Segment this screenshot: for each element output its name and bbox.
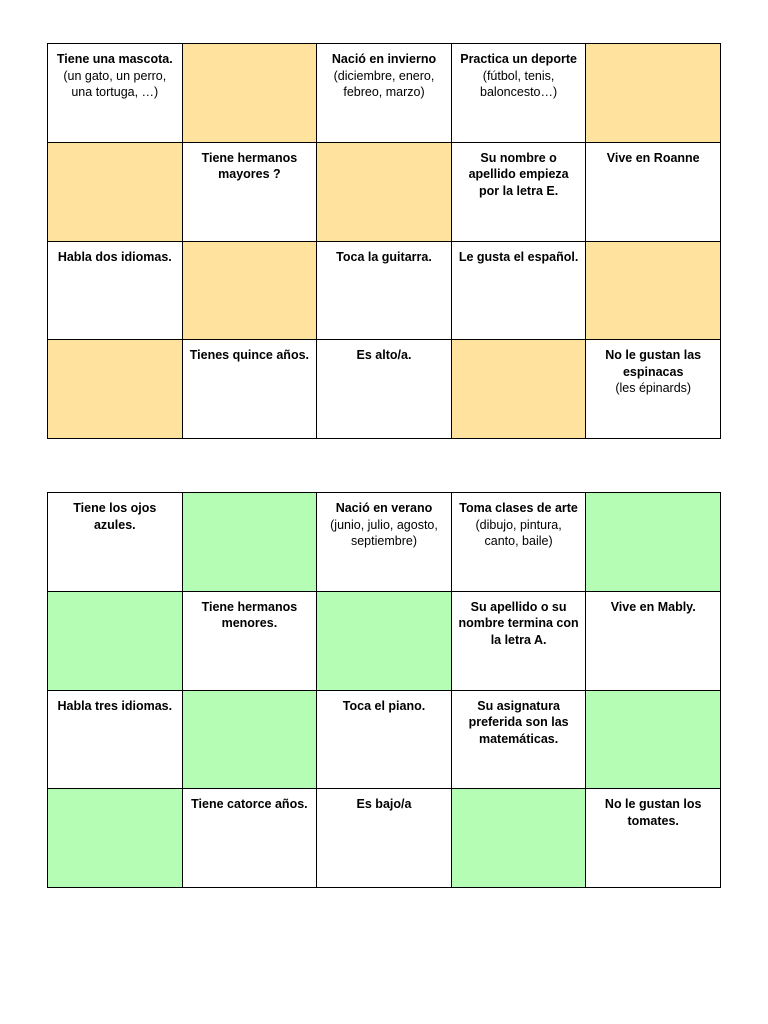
filled-cell <box>183 242 318 341</box>
bingo-cell <box>317 242 452 341</box>
cell-prompt: No le gustan las espinacas <box>605 348 702 379</box>
cell-prompt: Toca la guitarra. <box>336 249 432 264</box>
filled-cell <box>48 789 183 888</box>
bingo-cell <box>183 340 318 439</box>
filled-cell <box>586 44 721 143</box>
filled-cell <box>317 592 452 691</box>
bingo-cell <box>48 242 183 341</box>
bingo-cell <box>48 691 183 790</box>
bingo-cell <box>452 242 587 341</box>
bingo-cell <box>452 143 587 242</box>
filled-cell <box>48 340 183 439</box>
cell-prompt: Toca el piano. <box>342 698 426 713</box>
cell-prompt: Practica un deporte <box>460 52 577 66</box>
cell-prompt: Tienes quince años. <box>189 348 310 363</box>
bingo-cell <box>317 340 452 439</box>
bingo-cell <box>452 44 587 143</box>
cell-prompt: No le gustan los tomates. <box>604 797 702 828</box>
cell-prompt: Nació en verano <box>335 501 433 515</box>
bingo-cell <box>452 493 587 592</box>
filled-cell <box>586 242 721 341</box>
bingo-cell <box>48 493 183 592</box>
cell-examples: (dibujo, pintura, canto, baile) <box>475 517 562 548</box>
filled-cell <box>586 691 721 790</box>
bingo-cell <box>183 592 318 691</box>
filled-cell <box>48 592 183 691</box>
filled-cell <box>183 493 318 592</box>
cell-prompt: Toma clases de arte <box>459 501 578 515</box>
filled-cell <box>452 340 587 439</box>
cell-prompt: Es bajo/a <box>356 797 412 812</box>
cell-prompt: Vive en Roanne <box>606 150 700 165</box>
cell-prompt: Vive en Mably. <box>610 599 696 614</box>
cell-prompt: Tiene hermanos mayores ? <box>201 150 298 182</box>
cell-prompt: Le gusta el español. <box>458 249 579 264</box>
filled-cell <box>586 493 721 592</box>
cell-prompt: Nació en invierno <box>331 52 437 66</box>
cell-prompt: Tiene los ojos azules. <box>73 501 157 532</box>
bingo-cell <box>452 691 587 790</box>
bingo-cell <box>183 143 318 242</box>
bingo-cell <box>586 340 721 439</box>
cell-examples: (diciembre, enero, febreo, marzo) <box>333 68 435 99</box>
bingo-cell <box>586 789 721 888</box>
cell-prompt: Tiene una mascota. <box>56 52 173 66</box>
cell-examples: (les épinards) <box>615 381 692 396</box>
bingo-cell <box>317 789 452 888</box>
cell-prompt: Tiene hermanos menores. <box>201 599 298 631</box>
cell-prompt: Su nombre o apellido empieza por la letra E. <box>468 150 569 198</box>
cell-examples: (fútbol, tenis, baloncesto…) <box>480 68 558 99</box>
bingo-grid-green <box>47 492 721 888</box>
cell-prompt: Es alto/a. <box>356 348 412 363</box>
bingo-cell <box>586 592 721 691</box>
filled-cell <box>183 44 318 143</box>
filled-cell <box>452 789 587 888</box>
filled-cell <box>183 691 318 790</box>
cell-examples: (junio, julio, agosto, septiembre) <box>330 517 438 548</box>
bingo-cell <box>183 789 318 888</box>
cell-prompt: Su apellido o su nombre termina con la letra A. <box>458 599 579 647</box>
bingo-cell <box>452 592 587 691</box>
filled-cell <box>317 143 452 242</box>
cell-examples: (un gato, un perro, una tortuga, …) <box>63 68 167 99</box>
bingo-cell <box>317 44 452 143</box>
cell-prompt: Habla tres idiomas. <box>57 698 173 713</box>
bingo-grid-yellow <box>47 43 721 439</box>
bingo-cell <box>586 143 721 242</box>
cell-prompt: Habla dos idiomas. <box>57 249 172 264</box>
bingo-cell <box>317 493 452 592</box>
filled-cell <box>48 143 183 242</box>
bingo-cell <box>317 691 452 790</box>
bingo-cell <box>48 44 183 143</box>
cell-prompt: Su asignatura preferida son las matemáticas. <box>468 698 569 746</box>
cell-prompt: Tiene catorce años. <box>191 797 308 812</box>
